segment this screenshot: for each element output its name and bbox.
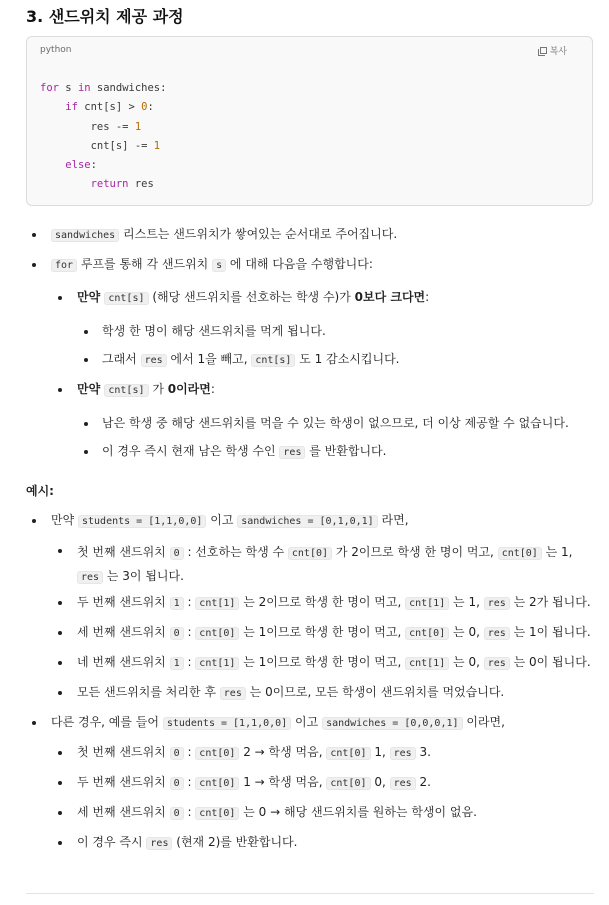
inline-code: 0 [170, 747, 184, 760]
code-language-label: python [40, 45, 72, 55]
inline-code: sandwiches = [0,0,0,1] [322, 717, 462, 730]
code-token: 0 [141, 101, 148, 114]
code-token: if [65, 101, 78, 114]
code-token: cnt[s] > [77, 101, 142, 114]
list-item [51, 713, 505, 733]
bullet-dot [58, 751, 62, 755]
code-line [40, 79, 166, 98]
inline-code: cnt[0] [498, 547, 542, 560]
text: 만약 [51, 513, 78, 527]
code-token: s [58, 82, 78, 94]
inline-code: res [77, 571, 103, 584]
inline-code: res [220, 687, 246, 700]
text: 2 → 학생 먹음, [239, 745, 327, 759]
text: 이 경우 즉시 [77, 835, 147, 849]
text: 는 1이므로 학생 한 명이 먹고, [239, 655, 406, 669]
text: 가 2이므로 학생 한 명이 먹고, [332, 545, 498, 559]
bullet-dot [32, 233, 36, 237]
inline-code: sandwiches [51, 229, 119, 242]
text: 는 1, [541, 545, 573, 559]
inline-code: cnt[0] [195, 777, 239, 790]
bullet-dot [84, 358, 88, 362]
list-item [77, 773, 431, 793]
code-token: res [128, 178, 154, 191]
text: 를 반환합니다. [305, 444, 387, 458]
code-token: : [147, 101, 154, 114]
bullet-dot [58, 388, 62, 392]
bullet-dot [32, 721, 36, 725]
code-token: for [40, 82, 59, 94]
inline-code: res [146, 837, 172, 850]
inline-code: cnt[s] [251, 354, 295, 367]
inline-code: cnt[s] [104, 292, 148, 305]
inline-code: cnt[0] [326, 777, 370, 790]
text: 라면, [377, 513, 409, 527]
inline-code: res [390, 777, 416, 790]
bold-text: 만약 [77, 382, 105, 396]
list-item [77, 541, 592, 589]
inline-code: cnt[0] [195, 627, 239, 640]
inline-code: res [484, 597, 510, 610]
list-item: 남은 학생 중 해당 샌드위치를 먹을 수 있는 학생이 없으므로, 더 이상 제공할 수 없습니다. [102, 416, 569, 430]
bullet-dot [58, 841, 62, 845]
bullet-dot [58, 549, 62, 553]
text: 첫 번째 샌드위치 [77, 545, 170, 559]
copy-label: 복사 [549, 47, 567, 57]
inline-code: 0 [170, 807, 184, 820]
divider [26, 893, 594, 894]
code-token [40, 159, 65, 171]
text: 는 0, [449, 655, 484, 669]
inline-code: sandwiches = [0,1,0,1] [237, 515, 377, 528]
list-item [77, 803, 477, 823]
code-line [40, 98, 166, 117]
text: 는 0이 됩니다. [509, 655, 591, 669]
code-line [40, 156, 166, 175]
copy-icon [540, 47, 547, 54]
text: 그래서 [102, 352, 141, 366]
inline-code: students = [1,1,0,0] [163, 717, 291, 730]
code-token: else [65, 159, 91, 172]
code-content [40, 79, 166, 195]
text: 는 2가 됩니다. [509, 595, 591, 609]
text: 이고 [291, 715, 323, 729]
bold-text: 0보다 크다면 [354, 290, 426, 304]
inline-code: cnt[0] [195, 747, 239, 760]
text: 는 1, [449, 595, 484, 609]
code-block [26, 36, 593, 206]
inline-code: cnt[0] [195, 807, 239, 820]
text: : [183, 805, 196, 819]
text: 세 번째 샌드위치 [77, 625, 170, 639]
text: 는 0 → 해당 샌드위치를 원하는 학생이 없음. [239, 805, 477, 819]
text: (현재 2)를 반환합니다. [172, 835, 298, 849]
inline-code: res [390, 747, 416, 760]
bullet-dot [58, 661, 62, 665]
list-item [51, 511, 409, 531]
text: : [183, 625, 196, 639]
code-token: res -= [40, 120, 135, 133]
inline-code: cnt[0] [405, 627, 449, 640]
list-item [102, 350, 400, 370]
text: 네 번째 샌드위치 [77, 655, 170, 669]
bullet-dot [32, 263, 36, 267]
section-heading: 3. 샌드위치 제공 과정 [26, 7, 184, 26]
code-token: 1 [134, 120, 142, 133]
copy-code-button[interactable] [540, 44, 567, 57]
bullet-dot [84, 450, 88, 454]
text: 0, [370, 775, 390, 789]
text: 다른 경우, 예를 들어 [51, 715, 163, 729]
code-token [40, 178, 91, 190]
inline-code: 1 [170, 657, 184, 670]
bold-text: 0이라면 [167, 382, 211, 396]
text: 이라면, [462, 715, 505, 729]
list-item [77, 833, 297, 853]
example-heading: 예시: [26, 484, 54, 498]
list-item [77, 593, 591, 613]
list-item [77, 653, 591, 673]
inline-code: 1 [170, 597, 184, 610]
code-token: sandwiches: [90, 82, 167, 94]
inline-code: cnt[1] [195, 597, 239, 610]
text: : [183, 775, 196, 789]
list-item [77, 380, 215, 400]
text: 는 3이 됩니다. [103, 569, 184, 583]
bullet-dot [58, 691, 62, 695]
inline-code: cnt[s] [104, 384, 148, 397]
code-token: cnt[s] -= [40, 139, 154, 152]
inline-code: res [141, 354, 167, 367]
text: 는 0, [449, 625, 484, 639]
code-line [40, 118, 166, 137]
inline-code: cnt[0] [288, 547, 332, 560]
text: 는 1이므로 학생 한 명이 먹고, [239, 625, 406, 639]
bullet-dot [58, 811, 62, 815]
text: 1 → 학생 먹음, [239, 775, 327, 789]
text: 첫 번째 샌드위치 [77, 745, 170, 759]
bold-text: 만약 [77, 290, 105, 304]
text: 1, [370, 745, 390, 759]
inline-code: cnt[1] [405, 597, 449, 610]
inline-code: students = [1,1,0,0] [78, 515, 206, 528]
text: 는 2이므로 학생 한 명이 먹고, [239, 595, 406, 609]
list-item-text: 리스트는 샌드위치가 쌓여있는 순서대로 주어집니다. [119, 227, 398, 241]
inline-code: cnt[1] [405, 657, 449, 670]
text: 두 번째 샌드위치 [77, 775, 170, 789]
bullet-dot [84, 422, 88, 426]
text: 에 대해 다음을 수행합니다: [226, 257, 373, 271]
list-item: 학생 한 명이 해당 샌드위치를 먹게 됩니다. [102, 324, 326, 338]
inline-code: res [484, 627, 510, 640]
text: 모든 샌드위치를 처리한 후 [77, 685, 220, 699]
inline-code: 0 [170, 627, 184, 640]
text: 는 1이 됩니다. [509, 625, 591, 639]
code-token [40, 101, 65, 113]
text: 에서 1을 빼고, [166, 352, 252, 366]
text: 이고 [206, 513, 238, 527]
code-line [40, 175, 166, 194]
text: 2. [415, 775, 431, 789]
text: : [183, 745, 196, 759]
inline-code: res [484, 657, 510, 670]
text: : [183, 655, 196, 669]
text: 루프를 통해 각 샌드위치 [77, 257, 213, 271]
text: : 선호하는 학생 수 [183, 545, 288, 559]
code-token: 1 [153, 139, 161, 152]
bullet-dot [58, 631, 62, 635]
bullet-dot [58, 296, 62, 300]
text: 도 1 감소시킵니다. [295, 352, 400, 366]
code-line [40, 137, 166, 156]
list-item [51, 255, 373, 275]
text: 3. [415, 745, 431, 759]
inline-code: 0 [170, 547, 184, 560]
inline-code: s [212, 259, 226, 272]
text: 가 [148, 382, 168, 396]
bullet-dot [32, 519, 36, 523]
text: 세 번째 샌드위치 [77, 805, 170, 819]
inline-code: 0 [170, 777, 184, 790]
text: (해당 샌드위치를 선호하는 학생 수)가 [148, 290, 355, 304]
list-item [77, 743, 431, 763]
text: 는 0이므로, 모든 학생이 샌드위치를 먹었습니다. [245, 685, 505, 699]
text: : [183, 595, 196, 609]
text: : [425, 290, 430, 304]
text: 이 경우 즉시 현재 남은 학생 수인 [102, 444, 280, 458]
code-token: : [90, 159, 97, 172]
bullet-dot [84, 330, 88, 334]
code-token: in [77, 82, 91, 94]
list-item [77, 683, 504, 703]
inline-code: for [51, 259, 77, 272]
list-item [77, 623, 591, 643]
inline-code: cnt[1] [195, 657, 239, 670]
list-item [102, 442, 386, 462]
list-item [51, 225, 397, 245]
bullet-dot [58, 601, 62, 605]
inline-code: cnt[0] [326, 747, 370, 760]
list-item [77, 288, 429, 308]
text: : [210, 382, 215, 396]
code-token: return [90, 178, 129, 191]
inline-code: res [279, 446, 305, 459]
text: 두 번째 샌드위치 [77, 595, 170, 609]
bullet-dot [58, 781, 62, 785]
